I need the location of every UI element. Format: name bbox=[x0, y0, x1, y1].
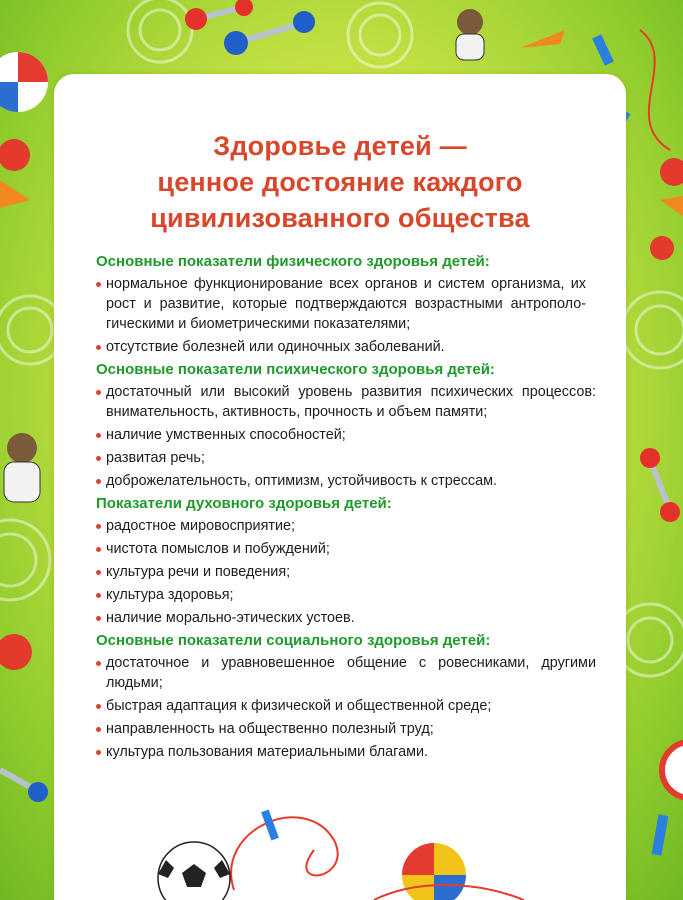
indicators-list bbox=[96, 252, 596, 765]
list-item: достаточный или высокий уровень развития психических процессов: внимательность, активность, прочность и объем памяти; bbox=[96, 382, 596, 422]
section-heading: Основные показатели социального здоровья детей: bbox=[96, 632, 491, 649]
soccer-ball-icon bbox=[158, 842, 230, 900]
bullet-icon bbox=[96, 750, 101, 755]
section-heading: Основные показатели психического здоровья детей: bbox=[96, 361, 495, 378]
list-item: быстрая адаптация к физической и общественной среде; bbox=[96, 696, 596, 716]
social-health-section bbox=[96, 631, 596, 762]
physical-health-section bbox=[96, 252, 596, 357]
title-line: Здоровье детей — bbox=[213, 131, 467, 161]
list-item: культура пользования материальными благами. bbox=[96, 742, 596, 762]
bullet-icon bbox=[96, 456, 101, 461]
bullet-icon bbox=[96, 593, 101, 598]
list-item: нормальное функционирование всех органов и систем организма, их рост и развитие, которые подтверждаются возрастными антрополо-гическими и биометрическими показателями; bbox=[96, 274, 596, 334]
list-item: культура речи и поведения; bbox=[96, 562, 596, 582]
title-line: ценное достояние каждого bbox=[157, 167, 523, 197]
bullet-icon bbox=[96, 704, 101, 709]
list-item: наличие умственных способностей; bbox=[96, 425, 596, 445]
beach-ball-icon bbox=[0, 52, 48, 112]
bullet-icon bbox=[96, 479, 101, 484]
bullet-icon bbox=[96, 727, 101, 732]
mental-health-section bbox=[96, 360, 596, 491]
carrot-icon bbox=[520, 30, 565, 48]
list-item: достаточное и уравновешенное общение с ровесниками, другими людьми; bbox=[96, 653, 596, 693]
list-item: чистота помыслов и побуждений; bbox=[96, 539, 596, 559]
section-heading: Основные показатели физического здоровья детей: bbox=[96, 253, 490, 270]
spiritual-health-section bbox=[96, 494, 596, 628]
bullet-icon bbox=[96, 345, 101, 350]
list-item: культура здоровья; bbox=[96, 585, 596, 605]
bullet-icon bbox=[96, 433, 101, 438]
page-title bbox=[54, 128, 626, 236]
dumbbell-icon bbox=[185, 0, 315, 55]
list-item: отсутствие болезней или одиночных заболеваний. bbox=[96, 337, 596, 357]
list-item: радостное мировосприятие; bbox=[96, 516, 596, 536]
bullet-icon bbox=[96, 661, 101, 666]
bullet-icon bbox=[96, 390, 101, 395]
bullet-icon bbox=[96, 282, 101, 287]
section-heading: Показатели духовного здоровья детей: bbox=[96, 495, 392, 512]
title-line: цивилизованного общества bbox=[150, 203, 530, 233]
list-item: доброжелательность, оптимизм, устойчивость к стрессам. bbox=[96, 471, 596, 491]
teddy-bear-icon bbox=[456, 9, 484, 60]
bullet-icon bbox=[96, 616, 101, 621]
bullet-icon bbox=[96, 547, 101, 552]
bullet-icon bbox=[96, 570, 101, 575]
bullet-icon bbox=[96, 524, 101, 529]
bottom-decoration bbox=[54, 770, 626, 900]
list-item: направленность на общественно полезный труд; bbox=[96, 719, 596, 739]
list-item: наличие морально-этических устоев. bbox=[96, 608, 596, 628]
list-item: развитая речь; bbox=[96, 448, 596, 468]
